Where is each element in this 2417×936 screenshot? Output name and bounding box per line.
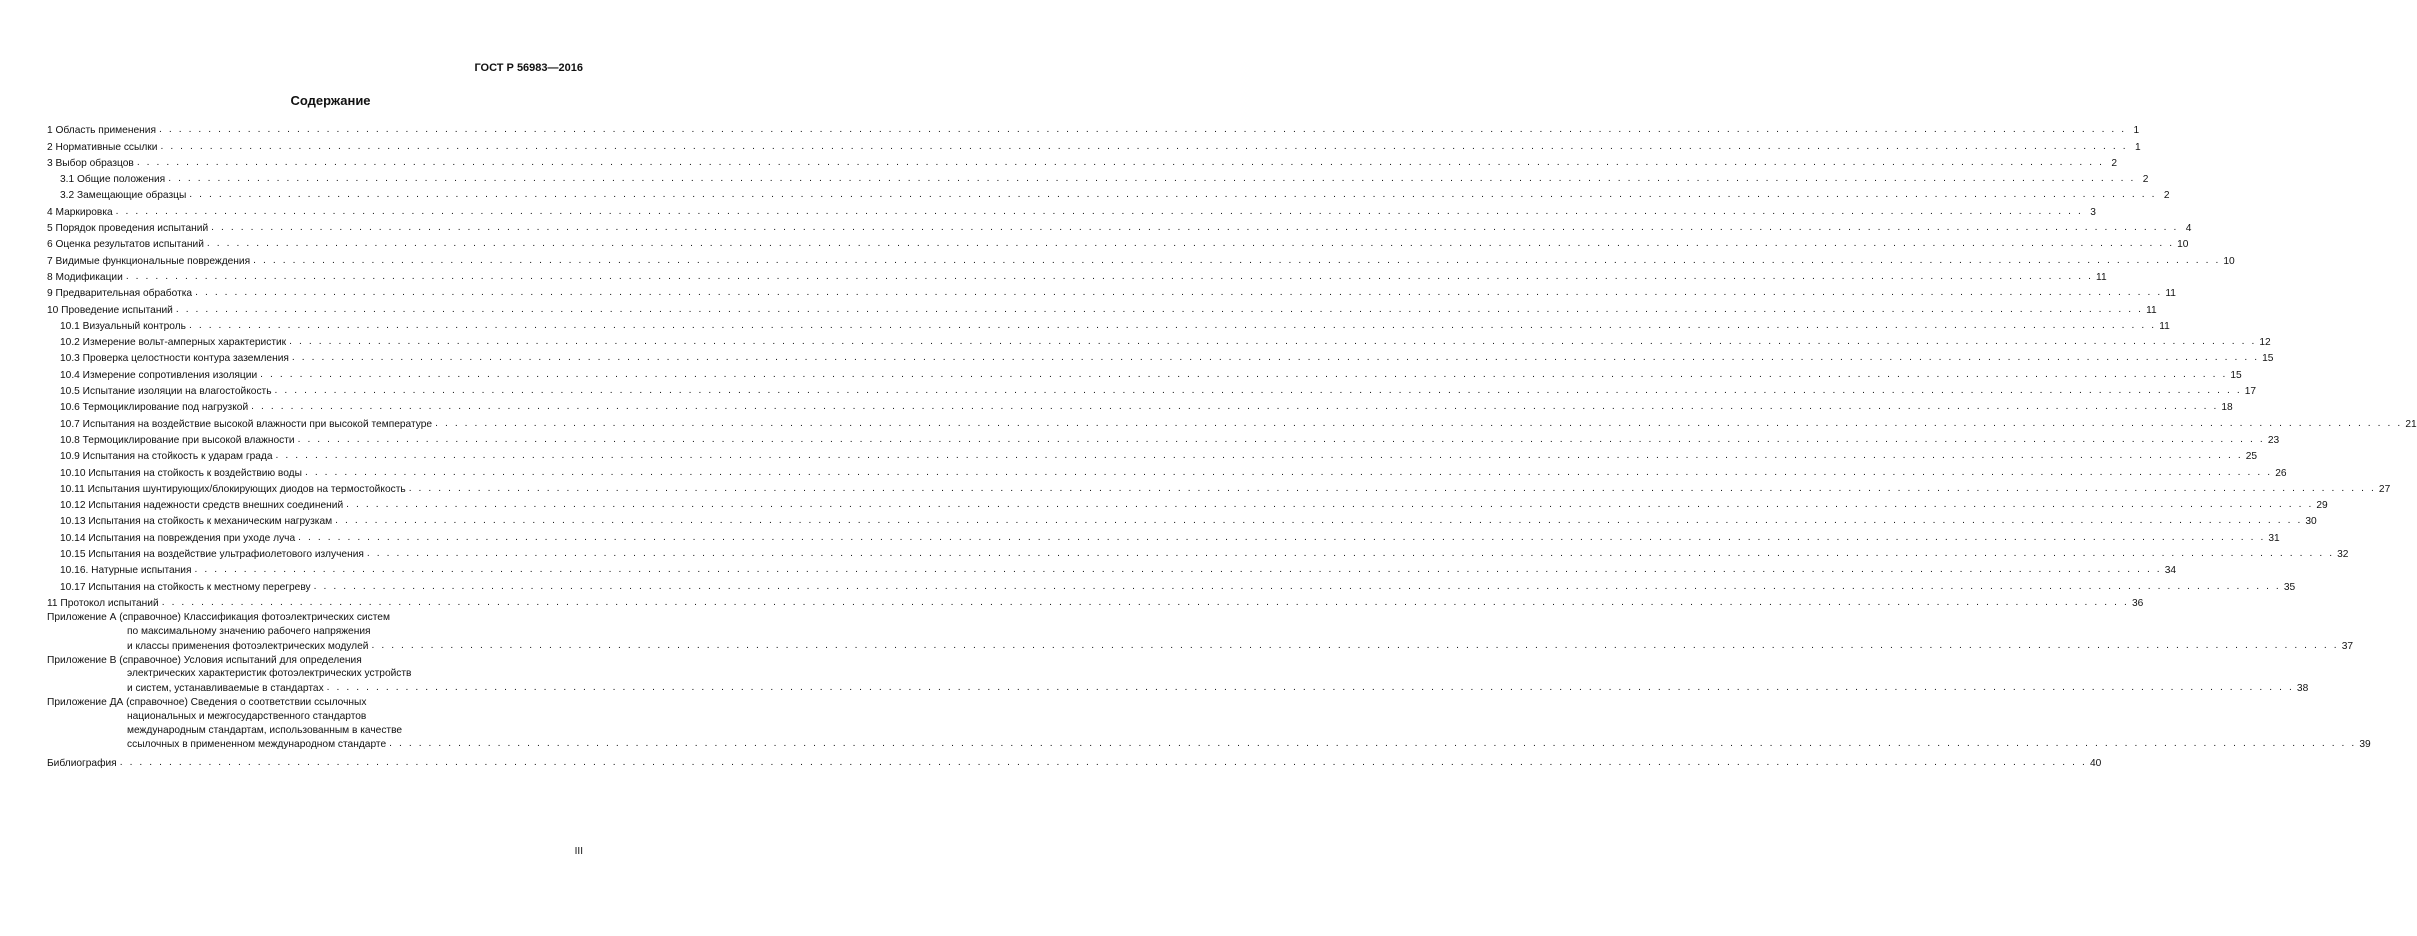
toc-entry[interactable] <box>47 577 2296 593</box>
toc-entry[interactable] <box>47 317 2170 333</box>
toc-entry-page: 27 <box>2378 483 2391 495</box>
toc-entry-page: 18 <box>2221 402 2233 414</box>
toc-entry[interactable] <box>47 268 2107 284</box>
toc-entry[interactable] <box>47 251 2235 267</box>
toc-entry-page: 11 <box>2159 320 2170 332</box>
toc-entry-page: 2 <box>2111 157 2118 169</box>
dot-leader: . . . . . . . . . . . . . . . . . . . . . . . . . . . . . . . . . . . . . . . . . . . . . . . . . . . . . . . . . . . . . . . . . . . . . . . . . . . . . . . . . . . . . . . . . . . . . . . . . . . . . . . . . . . . . . . . . . . . . . . . . . . . . . . . . . . . . . . . . . . . . . . . . . . . . . . . . . . . . . . . . . . . . . . . . . . . . . . . . . . . . . . . . . . . . . . . . . . . . . . . <box>206 238 2175 250</box>
toc-entry-page: 1 <box>2133 125 2140 137</box>
toc-entry-label: 5 Порядок проведения испытаний <box>47 223 209 235</box>
dot-leader: . . . . . . . . . . . . . . . . . . . . . . . . . . . . . . . . . . . . . . . . . . . . . . . . . . . . . . . . . . . . . . . . . . . . . . . . . . . . . . . . . . . . . . . . . . . . . . . . . . . . . . . . . . . . . . . . . . . . . . . . . . . . . . . . . . . . . . . . . . . . . . . . . . . . . . . . . . . . . . . . . . . . . . . . . . . . . . . . . . . . . . . . . . . . . . . . . . . . . . . . <box>326 682 2294 694</box>
bibliography-entry[interactable] <box>47 753 2102 769</box>
dot-leader: . . . . . . . . . . . . . . . . . . . . . . . . . . . . . . . . . . . . . . . . . . . . . . . . . . . . . . . . . . . . . . . . . . . . . . . . . . . . . . . . . . . . . . . . . . . . . . . . . . . . . . . . . . . . . . . . . . . . . . . . . . . . . . . . . . . . . . . . . . . . . . . . . . . . . . . . . . . . . . . . . . . . . . . . . . . . . . . . . . . . . . . . . . . . . . . . . . . . . . . . <box>251 401 2219 413</box>
dot-leader: . . . . . . . . . . . . . . . . . . . . . . . . . . . . . . . . . . . . . . . . . . . . . . . . . . . . . . . . . . . . . . . . . . . . . . . . . . . . . . . . . . . . . . . . . . . . . . . . . . . . . . . . . . . . . . . . . . . . . . . . . . . . . . . . . . . . . . . . . . . . . . . . . . . . . . . . . . . . . . . . . . . . . . . . . . . . . . . . . . . . . . . . . . . . . . . . . . . . . . . . <box>194 564 2162 576</box>
toc-entry-label: 10.13 Испытания на стойкость к механическим нагрузкам <box>60 516 333 528</box>
toc-entry-page: 26 <box>2275 467 2287 479</box>
toc-entry-label: 6 Оценка результатов испытаний <box>47 239 204 251</box>
toc-entry[interactable] <box>47 447 2258 463</box>
toc-entry-label: 10.15 Испытания на воздействие ультрафиолетового излучения <box>60 549 364 561</box>
dot-leader: . . . . . . . . . . . . . . . . . . . . . . . . . . . . . . . . . . . . . . . . . . . . . . . . . . . . . . . . . . . . . . . . . . . . . . . . . . . . . . . . . . . . . . . . . . . . . . . . . . . . . . . . . . . . . . . . . . . . . . . . . . . . . . . . . . . . . . . . . . . . . . . . . . . . . . . . . . . . . . . . . . . . . . . . . . . . . . . . . . . . . . . . . . . . . . . . . . . . . . . . <box>335 515 2303 527</box>
toc-entry[interactable] <box>47 463 2287 479</box>
appendix-title-line: электрических характеристик фотоэлектрических устройств <box>127 668 412 680</box>
toc-entry[interactable] <box>47 398 2233 414</box>
toc-entry[interactable] <box>47 170 2149 186</box>
toc-entry-label: 4 Маркировка <box>47 206 113 218</box>
dot-leader: . . . . . . . . . . . . . . . . . . . . . . . . . . . . . . . . . . . . . . . . . . . . . . . . . . . . . . . . . . . . . . . . . . . . . . . . . . . . . . . . . . . . . . . . . . . . . . . . . . . . . . . . . . . . . . . . . . . . . . . . . . . . . . . . . . . . . . . . . . . . . . . . . . . . . . . . . . . . . . . . . . . . . . . . . . . . . . . . . . . . . . . . . . . . . . . . . . . . . . . . <box>275 450 2243 462</box>
toc-entry-page: 34 <box>2164 565 2177 577</box>
toc-entry-label: ссылочных в примененном международном стандарте <box>127 739 387 751</box>
toc-entry-page: 15 <box>2262 353 2274 365</box>
dot-leader: . . . . . . . . . . . . . . . . . . . . . . . . . . . . . . . . . . . . . . . . . . . . . . . . . . . . . . . . . . . . . . . . . . . . . . . . . . . . . . . . . . . . . . . . . . . . . . . . . . . . . . . . . . . . . . . . . . . . . . . . . . . . . . . . . . . . . . . . . . . . . . . . . . . . . . . . . . . . . . . . . . . . . . . . . . . . . . . . . . . . . . . . . . . . . . . . . . . . . . . . <box>188 319 2157 331</box>
toc-entry[interactable] <box>47 512 2317 528</box>
toc-entry-label: 10 Проведение испытаний <box>47 304 173 316</box>
dot-leader: . . . . . . . . . . . . . . . . . . . . . . . . . . . . . . . . . . . . . . . . . . . . . . . . . . . . . . . . . . . . . . . . . . . . . . . . . . . . . . . . . . . . . . . . . . . . . . . . . . . . . . . . . . . . . . . . . . . . . . . . . . . . . . . . . . . . . . . . . . . . . . . . . . . . . . . . . . . . . . . . . . . . . . . . . . . . . . . . . . . . . . . . . . . . . . . . . . . . . . . . <box>260 368 2228 380</box>
dot-leader: . . . . . . . . . . . . . . . . . . . . . . . . . . . . . . . . . . . . . . . . . . . . . . . . . . . . . . . . . . . . . . . . . . . . . . . . . . . . . . . . . . . . . . . . . . . . . . . . . . . . . . . . . . . . . . . . . . . . . . . . . . . . . . . . . . . . . . . . . . . . . . . . . . . . . . . . . . . . . . . . . . . . . . . . . . . . . . . . . . . . . . . . . . . . . . . . . . . . . . . . <box>289 336 2257 348</box>
dot-leader: . . . . . . . . . . . . . . . . . . . . . . . . . . . . . . . . . . . . . . . . . . . . . . . . . . . . . . . . . . . . . . . . . . . . . . . . . . . . . . . . . . . . . . . . . . . . . . . . . . . . . . . . . . . . . . . . . . . . . . . . . . . . . . . . . . . . . . . . . . . . . . . . . . . . . . . . . . . . . . . . . . . . . . . . . . . . . . . . . . . . . . . . . . . . . . . . . . . . . . . . <box>115 205 2083 217</box>
toc-entry[interactable] <box>47 137 2141 153</box>
toc-entry[interactable] <box>47 382 2257 398</box>
toc-entry-page: 2 <box>2163 190 2170 202</box>
page-number: III <box>574 846 583 857</box>
dot-leader: . . . . . . . . . . . . . . . . . . . . . . . . . . . . . . . . . . . . . . . . . . . . . . . . . . . . . . . . . . . . . . . . . . . . . . . . . . . . . . . . . . . . . . . . . . . . . . . . . . . . . . . . . . . . . . . . . . . . . . . . . . . . . . . . . . . . . . . . . . . . . . . . . . . . . . . . . . . . . . . . . . . . . . . . . . . . . . . . . . . . . . . . . . . . . . . . . . . . . . . . <box>366 548 2335 560</box>
dot-leader: . . . . . . . . . . . . . . . . . . . . . . . . . . . . . . . . . . . . . . . . . . . . . . . . . . . . . . . . . . . . . . . . . . . . . . . . . . . . . . . . . . . . . . . . . . . . . . . . . . . . . . . . . . . . . . . . . . . . . . . . . . . . . . . . . . . . . . . . . . . . . . . . . . . . . . . . . . . . . . . . . . . . . . . . . . . . . . . . . . . . . . . . . . . . . . . . . . . . . . . . <box>189 189 2157 201</box>
dot-leader: . . . . . . . . . . . . . . . . . . . . . . . . . . . . . . . . . . . . . . . . . . . . . . . . . . . . . . . . . . . . . . . . . . . . . . . . . . . . . . . . . . . . . . . . . . . . . . . . . . . . . . . . . . . . . . . . . . . . . . . . . . . . . . . . . . . . . . . . . . . . . . . . . . . . . . . . . . . . . . . . . . . . . . . . . . . . . . . . . . . . . . . . . . . . . . . . . . . . . . . . <box>435 417 2403 429</box>
toc-entry-label: 9 Предварительная обработка <box>47 288 193 300</box>
dot-leader: . . . . . . . . . . . . . . . . . . . . . . . . . . . . . . . . . . . . . . . . . . . . . . . . . . . . . . . . . . . . . . . . . . . . . . . . . . . . . . . . . . . . . . . . . . . . . . . . . . . . . . . . . . . . . . . . . . . . . . . . . . . . . . . . . . . . . . . . . . . . . . . . . . . . . . . . . . . . . . . . . . . . . . . . . . . . . . . . . . . . . . . . . . . . . . . . . . . . . . . . <box>168 173 2136 185</box>
toc-entry-page: 11 <box>2165 288 2176 300</box>
toc-entry[interactable] <box>47 414 2417 430</box>
dot-leader: . . . . . . . . . . . . . . . . . . . . . . . . . . . . . . . . . . . . . . . . . . . . . . . . . . . . . . . . . . . . . . . . . . . . . . . . . . . . . . . . . . . . . . . . . . . . . . . . . . . . . . . . . . . . . . . . . . . . . . . . . . . . . . . . . . . . . . . . . . . . . . . . . . . . . . . . . . . . . . . . . . . . . . . . . . . . . . . . . . . . . . . . . . . . . . . . . . . . . . . . <box>371 639 2339 651</box>
dot-leader: . . . . . . . . . . . . . . . . . . . . . . . . . . . . . . . . . . . . . . . . . . . . . . . . . . . . . . . . . . . . . . . . . . . . . . . . . . . . . . . . . . . . . . . . . . . . . . . . . . . . . . . . . . . . . . . . . . . . . . . . . . . . . . . . . . . . . . . . . . . . . . . . . . . . . . . . . . . . . . . . . . . . . . . . . . . . . . . . . . . . . . . . . . . . . . . . . . . . . . . . <box>298 531 2266 543</box>
toc-entry-label: 10.12 Испытания надежности средств внешних соединений <box>60 500 344 512</box>
toc-entry[interactable] <box>47 235 2189 251</box>
table-of-contents <box>47 121 2417 770</box>
toc-entry-page: 39 <box>2359 739 2371 751</box>
dot-leader: . . . . . . . . . . . . . . . . . . . . . . . . . . . . . . . . . . . . . . . . . . . . . . . . . . . . . . . . . . . . . . . . . . . . . . . . . . . . . . . . . . . . . . . . . . . . . . . . . . . . . . . . . . . . . . . . . . . . . . . . . . . . . . . . . . . . . . . . . . . . . . . . . . . . . . . . . . . . . . . . . . . . . . . . . . . . . . . . . . . . . . . . . . . . . . . . . . . . . . . . <box>408 482 2376 494</box>
toc-entry[interactable] <box>47 496 2328 512</box>
toc-entry-label: 10.6 Термоциклирование под нагрузкой <box>60 402 249 414</box>
toc-entry-page: 11 <box>2146 304 2157 316</box>
dot-leader: . . . . . . . . . . . . . . . . . . . . . . . . . . . . . . . . . . . . . . . . . . . . . . . . . . . . . . . . . . . . . . . . . . . . . . . . . . . . . . . . . . . . . . . . . . . . . . . . . . . . . . . . . . . . . . . . . . . . . . . . . . . . . . . . . . . . . . . . . . . . . . . . . . . . . . . . . . . . . . . . . . . . . . . . . . . . . . . . . . . . . . . . . . . . . . . . . . . . . . . . <box>125 270 2094 282</box>
toc-entry-label: 10.14 Испытания на повреждения при уходе луча <box>60 532 296 544</box>
toc-entry[interactable] <box>47 284 2176 300</box>
toc-entry-page: 40 <box>2089 757 2102 769</box>
toc-entry-label: 10.4 Измерение сопротивления изоляции <box>60 369 258 381</box>
toc-entry-page: 11 <box>2096 271 2107 283</box>
toc-entry-label: 10.11 Испытания шунтирующих/блокирующих диодов на термостойкость <box>60 483 406 495</box>
toc-entry-label: и систем, устанавливаемые в стандартах <box>127 683 324 695</box>
toc-entry-page: 36 <box>2131 597 2144 609</box>
dot-leader: . . . . . . . . . . . . . . . . . . . . . . . . . . . . . . . . . . . . . . . . . . . . . . . . . . . . . . . . . . . . . . . . . . . . . . . . . . . . . . . . . . . . . . . . . . . . . . . . . . . . . . . . . . . . . . . . . . . . . . . . . . . . . . . . . . . . . . . . . . . . . . . . . . . . . . . . . . . . . . . . . . . . . . . . . . . . . . . . . . . . . . . . . . . . . . . . . . . . . . . . <box>313 580 2281 592</box>
appendix-title-line: национальных и межгосударственного стандартов <box>127 710 367 722</box>
dot-leader: . . . . . . . . . . . . . . . . . . . . . . . . . . . . . . . . . . . . . . . . . . . . . . . . . . . . . . . . . . . . . . . . . . . . . . . . . . . . . . . . . . . . . . . . . . . . . . . . . . . . . . . . . . . . . . . . . . . . . . . . . . . . . . . . . . . . . . . . . . . . . . . . . . . . . . . . . . . . . . . . . . . . . . . . . . . . . . . . . . . . . . . . . . . . . . . . . . . . . . . . <box>175 303 2144 315</box>
toc-entry-page: 3 <box>2090 206 2096 218</box>
dot-leader: . . . . . . . . . . . . . . . . . . . . . . . . . . . . . . . . . . . . . . . . . . . . . . . . . . . . . . . . . . . . . . . . . . . . . . . . . . . . . . . . . . . . . . . . . . . . . . . . . . . . . . . . . . . . . . . . . . . . . . . . . . . . . . . . . . . . . . . . . . . . . . . . . . . . . . . . . . . . . . . . . . . . . . . . . . . . . . . . . . . . . . . . . . . . . . . . . . . . . . . . <box>346 499 2314 511</box>
toc-entry-label: 10.8 Термоциклирование при высокой влажности <box>60 434 295 446</box>
toc-entry-page: 29 <box>2316 500 2328 512</box>
dot-leader: . . . . . . . . . . . . . . . . . . . . . . . . . . . . . . . . . . . . . . . . . . . . . . . . . . . . . . . . . . . . . . . . . . . . . . . . . . . . . . . . . . . . . . . . . . . . . . . . . . . . . . . . . . . . . . . . . . . . . . . . . . . . . . . . . . . . . . . . . . . . . . . . . . . . . . . . . . . . . . . . . . . . . . . . . . . . . . . . . . . . . . . . . . . . . . . . . . . . . . . . <box>211 222 2179 234</box>
appendix-last-line <box>47 737 2371 751</box>
appendix-title-line: Приложение А (справочное) Классификация фотоэлектрических систем <box>47 611 390 623</box>
toc-entry[interactable] <box>47 545 2349 561</box>
toc-entry-label: 7 Видимые функциональные повреждения <box>47 255 251 267</box>
toc-entry[interactable] <box>47 594 2144 610</box>
appendix-entry[interactable] <box>47 654 2309 696</box>
toc-entry-page: 17 <box>2244 386 2257 398</box>
appendix-title-line: Приложение В (справочное) Условия испытаний для определения <box>47 654 362 666</box>
toc-entry-page: 2 <box>2142 174 2149 186</box>
page-title: Содержание <box>290 93 371 108</box>
toc-entry-label: 10.16. Натурные испытания <box>60 565 192 577</box>
toc-entry-page: 4 <box>2185 223 2192 235</box>
toc-entry-label: 2 Нормативные ссылки <box>47 141 158 153</box>
dot-leader: . . . . . . . . . . . . . . . . . . . . . . . . . . . . . . . . . . . . . . . . . . . . . . . . . . . . . . . . . . . . . . . . . . . . . . . . . . . . . . . . . . . . . . . . . . . . . . . . . . . . . . . . . . . . . . . . . . . . . . . . . . . . . . . . . . . . . . . . . . . . . . . . . . . . . . . . . . . . . . . . . . . . . . . . . . . . . . . . . . . . . . . . . . . . . . . . . . . . . . . . <box>253 254 2221 266</box>
toc-entry-page: 15 <box>2230 369 2242 381</box>
dot-leader: . . . . . . . . . . . . . . . . . . . . . . . . . . . . . . . . . . . . . . . . . . . . . . . . . . . . . . . . . . . . . . . . . . . . . . . . . . . . . . . . . . . . . . . . . . . . . . . . . . . . . . . . . . . . . . . . . . . . . . . . . . . . . . . . . . . . . . . . . . . . . . . . . . . . . . . . . . . . . . . . . . . . . . . . . . . . . . . . . . . . . . . . . . . . . . . . . . . . . . . . <box>389 738 2357 750</box>
toc-entry-label: Библиография <box>47 757 117 769</box>
toc-entry-label: 8 Модификации <box>47 271 123 283</box>
toc-entry-label: 10.1 Визуальный контроль <box>60 320 186 332</box>
toc-entry-label: 3.1 Общие положения <box>60 174 166 186</box>
toc-entry[interactable] <box>47 202 2096 218</box>
toc-entry-page: 31 <box>2268 532 2280 544</box>
appendix-title-line: международным стандартам, использованным в качестве <box>127 724 403 736</box>
toc-entry-page: 37 <box>2341 640 2354 652</box>
toc-entry[interactable] <box>47 333 2271 349</box>
toc-entry[interactable] <box>47 365 2242 381</box>
toc-entry[interactable] <box>47 219 2192 235</box>
dot-leader: . . . . . . . . . . . . . . . . . . . . . . . . . . . . . . . . . . . . . . . . . . . . . . . . . . . . . . . . . . . . . . . . . . . . . . . . . . . . . . . . . . . . . . . . . . . . . . . . . . . . . . . . . . . . . . . . . . . . . . . . . . . . . . . . . . . . . . . . . . . . . . . . . . . . . . . . . . . . . . . . . . . . . . . . . . . . . . . . . . . . . . . . . . . . . . . . . . . . . . . . <box>119 756 2087 768</box>
toc-entry-page: 21 <box>2405 418 2417 430</box>
toc-entry-label: 10.17 Испытания на стойкость к местному перегреву <box>60 581 311 593</box>
dot-leader: . . . . . . . . . . . . . . . . . . . . . . . . . . . . . . . . . . . . . . . . . . . . . . . . . . . . . . . . . . . . . . . . . . . . . . . . . . . . . . . . . . . . . . . . . . . . . . . . . . . . . . . . . . . . . . . . . . . . . . . . . . . . . . . . . . . . . . . . . . . . . . . . . . . . . . . . . . . . . . . . . . . . . . . . . . . . . . . . . . . . . . . . . . . . . . . . . . . . . . . . <box>136 156 2105 168</box>
toc-entry[interactable] <box>47 349 2274 365</box>
toc-entry-page: 10 <box>2223 255 2235 267</box>
dot-leader: . . . . . . . . . . . . . . . . . . . . . . . . . . . . . . . . . . . . . . . . . . . . . . . . . . . . . . . . . . . . . . . . . . . . . . . . . . . . . . . . . . . . . . . . . . . . . . . . . . . . . . . . . . . . . . . . . . . . . . . . . . . . . . . . . . . . . . . . . . . . . . . . . . . . . . . . . . . . . . . . . . . . . . . . . . . . . . . . . . . . . . . . . . . . . . . . . . . . . . . . <box>304 466 2273 478</box>
toc-entry-page: 12 <box>2259 337 2271 349</box>
toc-entry[interactable] <box>47 480 2391 496</box>
toc-entry-label: 3.2 Замещающие образцы <box>60 190 187 202</box>
toc-entry-label: 10.3 Проверка целостности контура заземления <box>60 353 289 365</box>
toc-entry-label: 10.5 Испытание изоляции на влагостойкость <box>60 386 272 398</box>
toc-entry-label: 11 Протокол испытаний <box>47 597 159 609</box>
toc-entry-page: 1 <box>2135 141 2141 153</box>
appendix-entry[interactable] <box>47 611 2354 653</box>
toc-entry[interactable] <box>47 528 2280 544</box>
appendix-title-line: Приложение ДА (справочное) Сведения о соответствии ссылочных <box>47 697 367 709</box>
toc-entry-label: 10.9 Испытания на стойкость к ударам града <box>60 451 273 463</box>
toc-entry-page: 25 <box>2245 451 2258 463</box>
toc-entry-page: 10 <box>2177 239 2189 251</box>
dot-leader: . . . . . . . . . . . . . . . . . . . . . . . . . . . . . . . . . . . . . . . . . . . . . . . . . . . . . . . . . . . . . . . . . . . . . . . . . . . . . . . . . . . . . . . . . . . . . . . . . . . . . . . . . . . . . . . . . . . . . . . . . . . . . . . . . . . . . . . . . . . . . . . . . . . . . . . . . . . . . . . . . . . . . . . . . . . . . . . . . . . . . . . . . . . . . . . . . . . . . . . . <box>274 385 2242 397</box>
toc-entry-label: 1 Область применения <box>47 125 156 137</box>
standard-code: ГОСТ Р 56983—2016 <box>474 62 583 74</box>
toc-entry[interactable] <box>47 186 2170 202</box>
toc-entry-page: 32 <box>2337 549 2349 561</box>
toc-entry-label: 3 Выбор образцов <box>47 157 134 169</box>
toc-entry[interactable] <box>47 300 2157 316</box>
dot-leader: . . . . . . . . . . . . . . . . . . . . . . . . . . . . . . . . . . . . . . . . . . . . . . . . . . . . . . . . . . . . . . . . . . . . . . . . . . . . . . . . . . . . . . . . . . . . . . . . . . . . . . . . . . . . . . . . . . . . . . . . . . . . . . . . . . . . . . . . . . . . . . . . . . . . . . . . . . . . . . . . . . . . . . . . . . . . . . . . . . . . . . . . . . . . . . . . . . . . . . . . <box>297 433 2265 445</box>
dot-leader: . . . . . . . . . . . . . . . . . . . . . . . . . . . . . . . . . . . . . . . . . . . . . . . . . . . . . . . . . . . . . . . . . . . . . . . . . . . . . . . . . . . . . . . . . . . . . . . . . . . . . . . . . . . . . . . . . . . . . . . . . . . . . . . . . . . . . . . . . . . . . . . . . . . . . . . . . . . . . . . . . . . . . . . . . . . . . . . . . . . . . . . . . . . . . . . . . . . . . . . . <box>158 124 2127 136</box>
appendix-last-line <box>47 681 2309 695</box>
appendix-last-line <box>47 639 2354 653</box>
dot-leader: . . . . . . . . . . . . . . . . . . . . . . . . . . . . . . . . . . . . . . . . . . . . . . . . . . . . . . . . . . . . . . . . . . . . . . . . . . . . . . . . . . . . . . . . . . . . . . . . . . . . . . . . . . . . . . . . . . . . . . . . . . . . . . . . . . . . . . . . . . . . . . . . . . . . . . . . . . . . . . . . . . . . . . . . . . . . . . . . . . . . . . . . . . . . . . . . . . . . . . . . <box>161 596 2129 608</box>
toc-entry[interactable] <box>47 121 2140 137</box>
toc-entry-label: 10.2 Измерение вольт-амперных характеристик <box>60 337 287 349</box>
dot-leader: . . . . . . . . . . . . . . . . . . . . . . . . . . . . . . . . . . . . . . . . . . . . . . . . . . . . . . . . . . . . . . . . . . . . . . . . . . . . . . . . . . . . . . . . . . . . . . . . . . . . . . . . . . . . . . . . . . . . . . . . . . . . . . . . . . . . . . . . . . . . . . . . . . . . . . . . . . . . . . . . . . . . . . . . . . . . . . . . . . . . . . . . . . . . . . . . . . . . . . . . <box>291 352 2260 364</box>
toc-entry-label: 10.10 Испытания на стойкость к воздействию воды <box>60 467 302 479</box>
toc-entry[interactable] <box>47 154 2118 170</box>
toc-entry-page: 38 <box>2296 683 2309 695</box>
appendix-title-line: по максимальному значению рабочего напряжения <box>127 625 371 637</box>
toc-entry-label: и классы применения фотоэлектрических модулей <box>127 640 369 652</box>
toc-entry[interactable] <box>47 431 2280 447</box>
dot-leader: . . . . . . . . . . . . . . . . . . . . . . . . . . . . . . . . . . . . . . . . . . . . . . . . . . . . . . . . . . . . . . . . . . . . . . . . . . . . . . . . . . . . . . . . . . . . . . . . . . . . . . . . . . . . . . . . . . . . . . . . . . . . . . . . . . . . . . . . . . . . . . . . . . . . . . . . . . . . . . . . . . . . . . . . . . . . . . . . . . . . . . . . . . . . . . . . . . . . . . . . <box>160 140 2128 152</box>
toc-entry-page: 30 <box>2305 516 2317 528</box>
dot-leader: . . . . . . . . . . . . . . . . . . . . . . . . . . . . . . . . . . . . . . . . . . . . . . . . . . . . . . . . . . . . . . . . . . . . . . . . . . . . . . . . . . . . . . . . . . . . . . . . . . . . . . . . . . . . . . . . . . . . . . . . . . . . . . . . . . . . . . . . . . . . . . . . . . . . . . . . . . . . . . . . . . . . . . . . . . . . . . . . . . . . . . . . . . . . . . . . . . . . . . . . <box>195 287 2163 299</box>
toc-entry-page: 23 <box>2267 434 2280 446</box>
toc-entry[interactable] <box>47 561 2177 577</box>
toc-entry-page: 35 <box>2283 581 2296 593</box>
appendix-entry[interactable] <box>47 696 2371 751</box>
toc-entry-label: 10.7 Испытания на воздействие высокой влажности при высокой температуре <box>60 418 433 430</box>
